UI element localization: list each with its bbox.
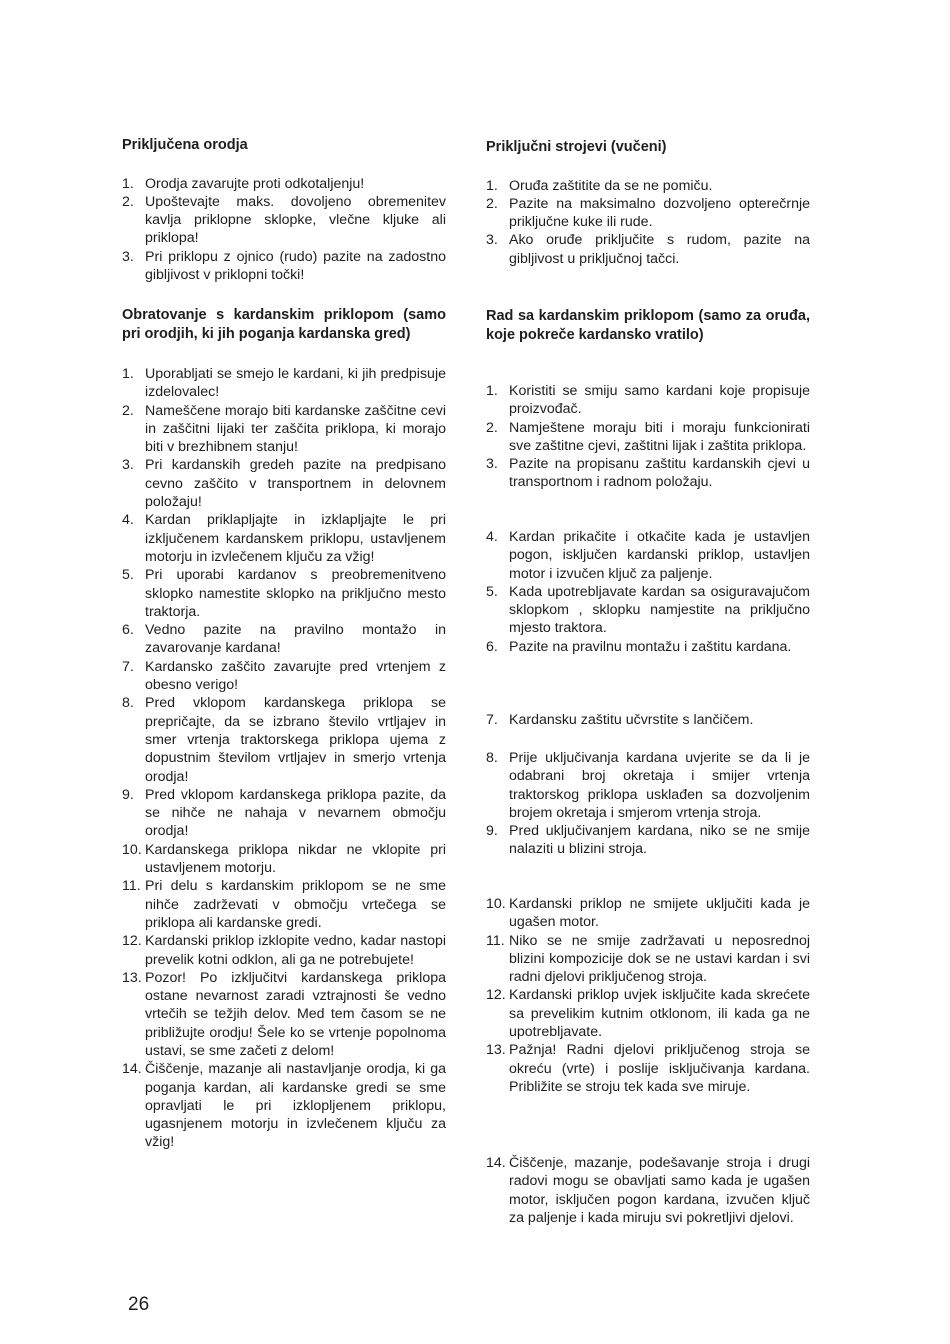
item-number: 13. <box>486 1042 506 1059</box>
item-number: 12. <box>486 987 506 1004</box>
right-section-attached-machines <box>486 138 810 268</box>
item-text: Pažnja! Radni djelovi priključenog stroja se okreću (vrte) i poslije isključivanja kardana. Približite se stroju tek kada sve miruje. <box>509 1042 810 1095</box>
list-item <box>122 248 446 285</box>
instruction-list <box>486 528 810 656</box>
item-number: 9. <box>486 823 498 840</box>
item-number: 1. <box>486 177 498 194</box>
item-text: Pred vklopom kardanskega priklopa pazite, da se nihče ne nahaja v nevarnem območju orodja! <box>145 786 446 840</box>
item-number: 8. <box>122 695 134 712</box>
item-number: 11. <box>486 932 505 949</box>
left-section-attached-tools <box>122 136 446 284</box>
item-text: Uporabljati se smejo le kardani, ki jih predpisuje izdelovalec! <box>145 366 446 401</box>
section-heading: Priključni strojevi (vučeni) <box>486 139 667 155</box>
item-text: Kardan priklapljajte in izklapljajte le pri izključenem kardanskem priklopu, ustavljenem motorju in izvlečenem ključu za vžig! <box>145 512 446 565</box>
list-item <box>122 193 446 248</box>
instruction-list <box>486 895 810 1096</box>
item-text: Niko se ne smije zadržavati u neposrednoj blizini kompozicije dok se ne ustavi kardan i svi radni djelovi priključenog stroja. <box>509 932 810 986</box>
list-item <box>486 711 810 729</box>
list-item <box>486 583 810 638</box>
item-text: Kardanski priklop izklopite vedno, kadar nastopi prevelik kotni odklon, ali ga ne potrebujete! <box>145 933 446 968</box>
item-text: Pazite na propisanu zaštitu kardanskih cjevi u transportnom i radnom položaju. <box>509 456 810 491</box>
item-number: 10. <box>122 841 142 858</box>
list-item <box>122 877 446 932</box>
item-text: Kardanski priklop uvjek isključite kada skrećete sa prevelikim kutnim otklonom, ili kada ga ne upotrebljavate. <box>509 987 810 1041</box>
item-text: Upoštevajte maks. dovoljeno obremenitev kavlja priklopne sklopke, vlečne kljuke ali priklopa! <box>145 193 446 247</box>
item-text: Pazite na pravilnu montažu i zaštitu kardana. <box>509 638 792 655</box>
right-section-pto-work <box>486 307 810 344</box>
section-heading: Rad sa kardanskim priklopom (samo za oruđa, koje pokreče kardansko vratilo) <box>486 308 810 343</box>
item-text: Kardan prikačite i otkačite kada je ustavljen pogon, isključen kardanski priklop, ustavljen motor i izvučen ključ za paljenje. <box>509 529 810 582</box>
item-number: 14. <box>122 1061 142 1078</box>
item-number: 5. <box>122 567 134 584</box>
item-number: 3. <box>122 248 134 265</box>
item-text: Pred vklopom kardanskega priklopa se prepričajte, da se izbrano število vrtljajev in smer vrtenja traktorskega priklopa ujema z dopustnim številom vrtljajev in smerjo vrtenja orodja! <box>145 695 446 785</box>
item-number: 2. <box>486 419 498 436</box>
item-text: Kardansko zaščito zavarujte pred vrtenjem z obesno verigo! <box>145 658 446 694</box>
list-item <box>122 402 446 457</box>
item-text: Orodja zavarujte proti odkotaljenju! <box>145 175 365 192</box>
item-number: 14. <box>486 1155 506 1171</box>
list-item <box>122 175 446 193</box>
item-text: Pozor! Po izključitvi kardanskega priklopa ostane nevarnost zaradi vztrajnosti še vedno vrtečih se težjih delov. Med tem časom se ne približujte orodju! Šele ko se vrtenje popolnoma ustavi, se sme začeti z delom! <box>145 969 446 1059</box>
list-item <box>122 694 446 785</box>
list-item <box>486 382 810 419</box>
instruction-list <box>486 382 810 492</box>
list-item <box>122 969 446 1060</box>
item-number: 3. <box>486 456 498 473</box>
list-item <box>486 195 810 232</box>
item-text: Čiščenje, mazanje, podešavanje stroja i drugi radovi mogu se obavljati samo kada je ugašen motor, isključen pogon kardana, izvučen ključ za paljenje i kada miruju svi pokretljivi djelovi. <box>509 1155 810 1226</box>
list-item <box>486 1154 810 1227</box>
item-number: 1. <box>486 383 498 399</box>
item-text: Kada upotrebljavate kardan sa osiguravajučom sklopkom , sklopku namjestite na priključno mjesto traktora. <box>509 583 810 637</box>
item-number: 6. <box>122 622 134 639</box>
instruction-list <box>486 1154 810 1227</box>
item-text: Vedno pazite na pravilno montažo in zavarovanje kardana! <box>145 622 446 657</box>
item-text: Oruđa zaštitite da se ne pomiču. <box>509 177 713 194</box>
list-item <box>486 932 810 987</box>
item-number: 12. <box>122 933 142 950</box>
item-text: Prije uključivanja kardana uvjerite se da li je odabrani broj okretaja i smijer vrtenja traktorskog priklopa usklađen sa dozvoljenim brojem okretaja i smjerom vrtenja stroja. <box>509 750 810 821</box>
item-number: 8. <box>486 750 498 766</box>
list-item <box>486 638 810 656</box>
list-item <box>486 419 810 456</box>
instruction-list <box>486 711 810 729</box>
section-heading: Priključena orodja <box>122 137 248 153</box>
instruction-list <box>122 365 446 1152</box>
list-item <box>486 528 810 583</box>
page-number: 26 <box>128 1294 150 1315</box>
list-item <box>122 566 446 621</box>
item-text: Pred uključivanjem kardana, niko se ne smije nalaziti u blizini stroja. <box>509 823 810 858</box>
item-number: 2. <box>122 402 134 419</box>
list-item <box>486 231 810 268</box>
instruction-list <box>122 175 446 285</box>
item-number: 4. <box>486 529 498 545</box>
item-number: 5. <box>486 583 498 600</box>
list-item <box>486 177 810 195</box>
item-text: Kardanskega priklopa nikdar ne vklopite pri ustavljenem motorju. <box>145 841 446 877</box>
list-item <box>122 658 446 695</box>
item-number: 6. <box>486 638 498 655</box>
list-item <box>486 822 810 859</box>
item-number: 10. <box>486 896 506 912</box>
list-item <box>122 621 446 658</box>
list-item <box>122 932 446 969</box>
item-text: Pri delu s kardanskim priklopom se ne sme nihče zadrževati v območju vrtečega se priklopa ali kardanske gredi. <box>145 878 446 931</box>
item-text: Kardansku zaštitu učvrstite s lančičem. <box>509 712 754 728</box>
list-item <box>486 455 810 492</box>
item-text: Koristiti se smiju samo kardani koje propisuje proizvođač. <box>509 383 810 418</box>
list-item <box>122 841 446 878</box>
item-number: 2. <box>486 195 498 212</box>
item-text: Čiščenje, mazanje ali nastavljanje orodja, ki ga poganja kardan, ali kardanske gredi se sme opravljati le pri izklopljenem priklopu, ugasnjenem motorju in izvlečenem ključu za vžig! <box>145 1061 446 1151</box>
list-item <box>122 365 446 402</box>
instruction-list <box>486 749 810 859</box>
item-text: Pri uporabi kardanov s preobremenitveno sklopko namestite sklopko na priključno mesto traktorja. <box>145 567 446 620</box>
item-text: Nameščene morajo biti kardanske zaščitne cevi in zaščitni lijaki ter zaščita priklopa, ki morajo biti v brezhibnem stanju! <box>145 402 446 456</box>
item-text: Namještene moraju biti i moraju funkcionirati sve zaštitne cjevi, zaštitni lijak i zaštita priklopa. <box>509 419 810 454</box>
section-heading: Obratovanje s kardanskim priklopom (samo pri orodjih, ki jih poganja kardanska gred) <box>122 307 446 342</box>
item-number: 3. <box>122 457 134 474</box>
item-text: Pazite na maksimalno dozvoljeno opterečrnje priključne kuke ili rude. <box>509 195 810 231</box>
list-item <box>486 895 810 932</box>
list-item <box>122 511 446 566</box>
list-item <box>122 786 446 841</box>
item-number: 11. <box>122 878 141 895</box>
item-text: Pri kardanskih gredeh pazite na predpisano cevno zaščito v transportnem in delovnem položaju! <box>145 457 446 511</box>
list-item <box>486 1041 810 1096</box>
item-number: 7. <box>122 658 134 675</box>
item-number: 4. <box>122 512 134 529</box>
list-item <box>486 749 810 822</box>
item-number: 13. <box>122 969 142 986</box>
item-number: 7. <box>486 712 498 728</box>
item-text: Ako oruđe priključite s rudom, pazite na gibljivost u priključnoj tačci. <box>509 232 810 267</box>
item-number: 1. <box>122 175 134 192</box>
list-item <box>122 456 446 511</box>
item-text: Kardanski priklop ne smijete uključiti kada je ugašen motor. <box>509 896 810 931</box>
list-item <box>122 1060 446 1151</box>
left-section-pto-operation <box>122 306 446 1152</box>
list-item <box>486 986 810 1041</box>
instruction-list <box>486 177 810 268</box>
item-text: Pri priklopu z ojnico (rudo) pazite na zadostno gibljivost v priklopni točki! <box>145 248 446 283</box>
item-number: 3. <box>486 232 498 249</box>
item-number: 2. <box>122 193 134 210</box>
item-number: 1. <box>122 366 134 382</box>
item-number: 9. <box>122 786 134 803</box>
